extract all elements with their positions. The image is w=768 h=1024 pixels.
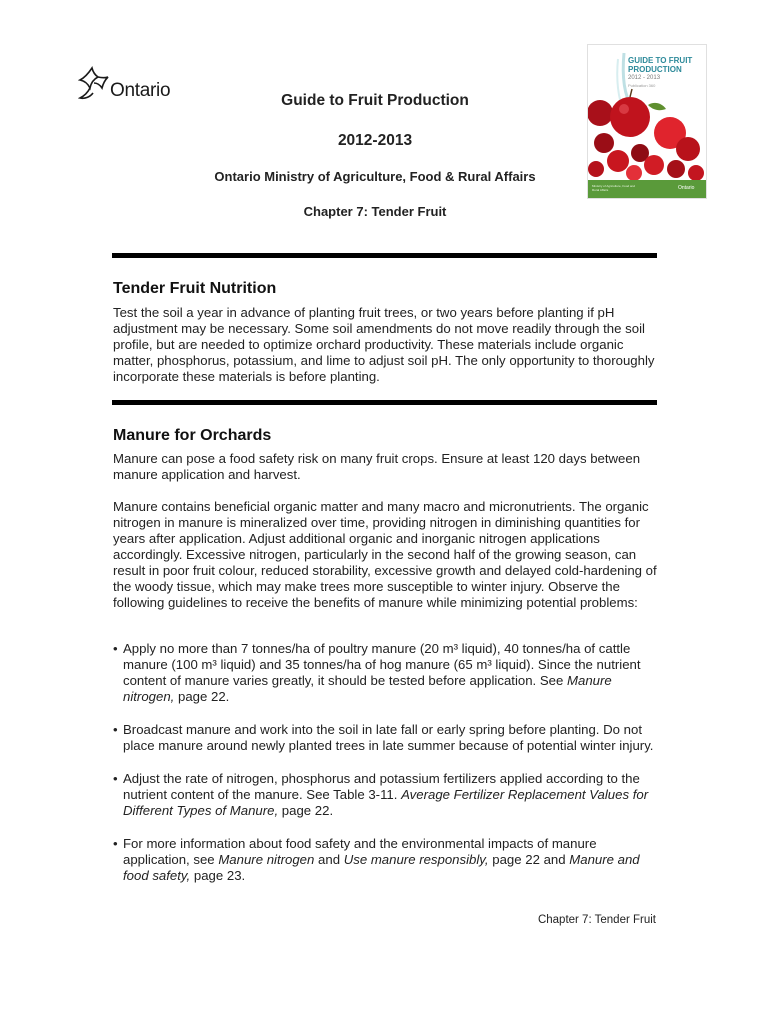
bullet-reference: Use manure responsibly, [343, 852, 489, 867]
cover-thumbnail [587, 44, 707, 199]
list-item [113, 641, 661, 705]
chapter-title: Chapter 7: Tender Fruit [303, 204, 447, 219]
bullet-text: Apply no more than 7 tonnes/ha of poultry manure (20 m³ liquid), 40 tonnes/ha of cattle manure (100 m³ liquid) and 35 tonnes/ha of hog manure (65 m³ liquid). Since the nutrient content of manure varies greatly, it should be tested before application. See [123, 641, 641, 688]
bullet-marker: • [113, 641, 118, 656]
section-heading-manure-for-orchards: Manure for Orchards [113, 427, 272, 444]
bullet-text: and [314, 852, 344, 867]
section-heading-tender-fruit-nutrition: Tender Fruit Nutrition [113, 280, 277, 297]
guideline-list [113, 641, 661, 901]
ministry-name: Ontario Ministry of Agriculture, Food & Rural Affairs [214, 169, 536, 184]
page-footer: Chapter 7: Tender Fruit [537, 914, 656, 926]
list-item [113, 722, 661, 754]
list-item [113, 836, 661, 884]
bullet-marker: • [113, 722, 118, 737]
bullet-marker: • [113, 836, 118, 851]
bullet-text: page 22. [278, 803, 334, 818]
bullet-text: Broadcast manure and work into the soil in late fall or early spring before planting. Do not place manure around newly planted trees in late summer because of potential winter injury. [123, 722, 654, 753]
cover-ministry: Ministry of Agriculture, Food and Rural Affairs [592, 184, 636, 192]
section-paragraph: Test the soil a year in advance of planting fruit trees, or two years before planting if pH adjustment may be necessary. Some soil amendments do not move readily through the soil profile, but are needed to optimize orchard productivity. These materials include organic matter, phosphorus, potassium, and lime to adjust soil pH. The only opportunity to thoroughly incorporate these materials is before planting. [113, 305, 655, 384]
cover-publication: Publication 360 [628, 83, 656, 88]
bullet-text: page 22. [174, 689, 230, 704]
ontario-logo [78, 66, 178, 104]
section-paragraph: Manure contains beneficial organic matter and many macro and micronutrients. The organic nitrogen in manure is mineralized over time, providing nitrogen in diminishing quantities for years after application. Adjust additional organic and inorganic nitrogen applications accordingly. Excessive nitrogen, particularly in the second half of the growing season, can result in poor fruit colour, reduced storability, excessive growth and delayed cold-hardening of the woody tissue, which may make trees more susceptible to winter injury. Observe the following guidelines to receive the benefits of manure while minimizing potential problems: [113, 499, 657, 610]
bullet-reference: Average Fertilizer Replacement Values for Different Types of Manure, [123, 787, 649, 818]
cover-title: GUIDE TO FRUIT PRODUCTION [628, 56, 693, 74]
bullet-text: Adjust the rate of nitrogen, phosphorus and potassium fertilizers applied according to the nutrient content of the manure. See Table 3-11. [123, 771, 640, 802]
bullet-reference: Manure and food safety, [123, 852, 640, 883]
section-divider [112, 253, 657, 258]
section-divider [112, 400, 657, 405]
cover-footer-band [588, 180, 706, 198]
logo-text: Ontario [110, 80, 171, 101]
bullet-text: For more information about food safety and the environmental impacts of manure application, see [123, 836, 597, 867]
list-item [113, 771, 661, 819]
bullet-reference: Manure nitrogen [218, 852, 315, 867]
cover-years: 2012 - 2013 [628, 75, 661, 81]
bullet-marker: • [113, 771, 118, 786]
cover-ontario-logo: Ontario [678, 185, 695, 191]
document-years: 2012-2013 [337, 132, 413, 149]
section-paragraph: Manure can pose a food safety risk on many fruit crops. Ensure at least 120 days between manure application and harvest. [113, 451, 641, 482]
bullet-reference: Manure nitrogen, [123, 673, 612, 704]
bullet-text: page 23. [190, 868, 246, 883]
trillium-icon [78, 66, 112, 102]
document-title: Guide to Fruit Production [281, 92, 469, 109]
bullet-text: page 22 and [488, 852, 570, 867]
